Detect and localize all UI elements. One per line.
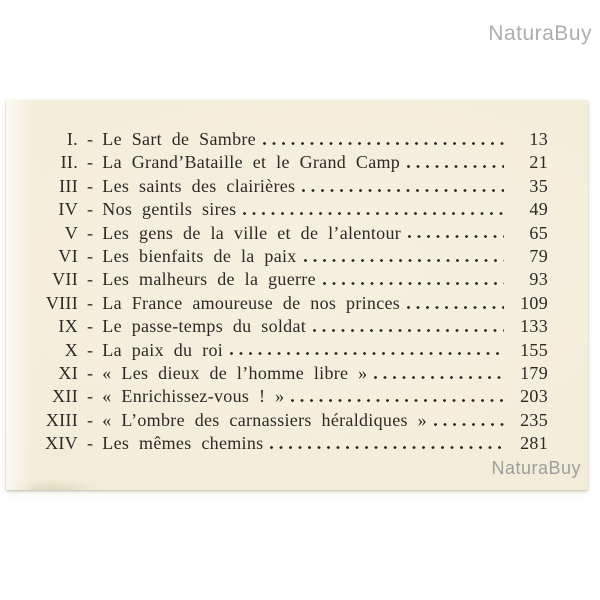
naturabuy-watermark-bottom: NaturaBuy (491, 458, 581, 478)
toc-entry-separator: - (87, 269, 94, 290)
toc-entry-page-number: 93 (529, 269, 548, 290)
toc-entry-numeral: IV (58, 199, 78, 220)
toc-entry-separator: - (87, 129, 94, 149)
toc-entry-dot-leader (304, 249, 504, 262)
toc-entry-dot-leader (270, 436, 504, 449)
toc-entry-page-number: 281 (520, 433, 548, 454)
toc-entry-title: Les bienfaits de la paix (102, 245, 297, 266)
toc-entry-dot-leader (374, 366, 504, 379)
toc-entry-numeral: II. (60, 152, 78, 173)
toc-entry-numeral: XII (52, 386, 78, 407)
toc-entry-numeral: VIII (45, 292, 78, 313)
toc-entry-title: La paix du roi (102, 339, 224, 360)
toc-entry-dot-leader (407, 296, 504, 309)
toc-entry-title: « Enrichissez-vous ! » (102, 386, 285, 407)
toc-entry-page-number: 13 (529, 129, 548, 149)
toc-entry-numeral: V (64, 222, 78, 243)
toc-entry-title: La Grand’Bataille et le Grand Camp (102, 152, 401, 173)
toc-entry (6, 222, 548, 245)
toc-entry (6, 245, 548, 268)
toc-entry (6, 198, 548, 221)
toc-entry-page-number: 133 (520, 316, 548, 337)
toc-entry-page-number: 235 (520, 409, 548, 430)
toc-entry-page-number: 109 (520, 292, 548, 313)
toc-entry-separator: - (87, 386, 94, 407)
toc-entry (6, 315, 548, 338)
toc-entry (6, 432, 548, 455)
toc-entry-numeral: VI (58, 245, 78, 266)
toc-entry-title: Les mêmes chemins (102, 433, 264, 454)
toc-entry-dot-leader (230, 343, 504, 356)
toc-entry-title: Le passe-temps du soldat (102, 316, 307, 337)
toc-entry-dot-leader (313, 319, 504, 332)
table-of-contents (6, 100, 588, 455)
toc-entry-numeral: X (64, 339, 78, 360)
toc-entry-numeral: I. (66, 129, 78, 149)
toc-entry (6, 409, 548, 432)
toc-entry-title: Les gens de la ville et de l’alentour (102, 222, 402, 243)
toc-entry-page-number: 49 (529, 199, 548, 220)
toc-entry-title: Les malheurs de la guerre (102, 269, 316, 290)
toc-entry-numeral: XIII (45, 409, 78, 430)
toc-entry-dot-leader (263, 132, 504, 145)
toc-entry-title: Les saints des clairières (102, 175, 296, 196)
toc-entry-separator: - (87, 292, 94, 313)
toc-entry-separator: - (87, 339, 94, 360)
toc-entry-numeral: XIV (45, 433, 78, 454)
toc-entry-numeral: III (59, 175, 78, 196)
toc-entry-numeral: IX (58, 316, 78, 337)
toc-entry-title: « L’ombre des carnassiers héraldiques » (102, 409, 427, 430)
toc-entry-page-number: 65 (529, 222, 548, 243)
toc-entry (6, 268, 548, 291)
toc-entry-separator: - (87, 152, 94, 173)
toc-entry (6, 292, 548, 315)
toc-entry-dot-leader (408, 226, 504, 239)
toc-entry-dot-leader (323, 272, 504, 285)
toc-entry-page-number: 79 (529, 245, 548, 266)
book-page (6, 100, 588, 490)
toc-entry-title: Le Sart de Sambre (102, 129, 256, 149)
toc-entry-separator: - (87, 222, 94, 243)
toc-entry-separator: - (87, 175, 94, 196)
toc-entry-numeral: XI (58, 362, 78, 383)
toc-entry (6, 385, 548, 408)
toc-entry-dot-leader (407, 155, 504, 168)
toc-entry-dot-leader (302, 179, 504, 192)
toc-entry-page-number: 35 (529, 175, 548, 196)
toc-entry-separator: - (87, 316, 94, 337)
toc-entry-separator: - (87, 199, 94, 220)
toc-entry-dot-leader (291, 389, 504, 402)
toc-entry (6, 175, 548, 198)
toc-entry-page-number: 179 (520, 362, 548, 383)
toc-entry-page-number: 155 (520, 339, 548, 360)
naturabuy-watermark-top: NaturaBuy (488, 22, 592, 45)
toc-entry-separator: - (87, 433, 94, 454)
toc-entry-page-number: 21 (529, 152, 548, 173)
toc-entry (6, 339, 548, 362)
toc-entry-page-number: 203 (520, 386, 548, 407)
toc-entry (6, 151, 548, 174)
toc-entry-dot-leader (243, 202, 504, 215)
toc-entry-title: Nos gentils sires (102, 199, 237, 220)
toc-entry-separator: - (87, 245, 94, 266)
toc-entry-title: La France amoureuse de nos princes (102, 292, 401, 313)
toc-entry (6, 362, 548, 385)
toc-entry-separator: - (87, 362, 94, 383)
toc-entry-numeral: VII (52, 269, 78, 290)
toc-entry (6, 128, 548, 151)
toc-entry-title: « Les dieux de l’homme libre » (102, 362, 368, 383)
toc-entry-separator: - (87, 409, 94, 430)
toc-entry-dot-leader (434, 413, 504, 426)
